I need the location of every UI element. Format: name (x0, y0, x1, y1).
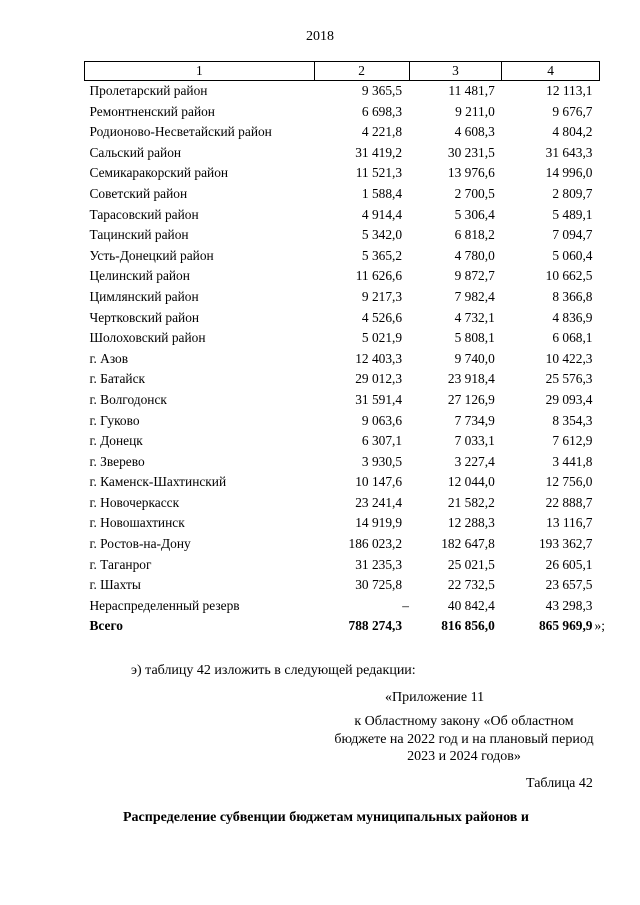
value-col4: 6 068,1 (552, 330, 593, 346)
value-col3: 40 842,4 (447, 597, 495, 613)
table-row (85, 513, 600, 534)
value-col4: 4 804,2 (552, 124, 593, 140)
value-col2: 3 930,5 (361, 453, 403, 469)
value-col3: 11 481,7 (448, 83, 495, 98)
table-row (85, 596, 600, 617)
value-col2: 5 021,9 (361, 330, 403, 346)
district-name: Чертковский район (89, 309, 200, 325)
value-col4: 10 422,3 (545, 350, 593, 366)
value-col2: – (402, 597, 409, 613)
table-row (85, 493, 600, 514)
district-name: г. Донецк (89, 433, 143, 449)
value-col2: 6 307,1 (361, 433, 403, 449)
column-header: 4 (502, 62, 600, 81)
appendix-title: «Приложение 11 (385, 690, 485, 705)
table-row (85, 266, 600, 287)
district-name: Цимлянский район (89, 288, 199, 304)
total-label: Всего (89, 618, 123, 634)
district-name: г. Каменск-Шахтинский (89, 474, 227, 490)
district-name: г. Азов (89, 350, 129, 366)
table-row (85, 102, 600, 123)
value-col2: 11 521,3 (355, 165, 403, 181)
district-name: Семикаракорский район (89, 165, 229, 181)
value-col3: 30 231,5 (447, 144, 495, 160)
table-row (85, 452, 600, 473)
table-row (85, 122, 600, 143)
value-col4: 3 441,8 (552, 453, 593, 469)
value-col3: 12 044,0 (447, 474, 495, 490)
value-col2: 6 698,3 (361, 103, 403, 119)
value-col4: 22 888,7 (545, 494, 593, 510)
table-header-row (85, 62, 600, 81)
value-col3: 5 808,1 (454, 330, 495, 346)
total-col4-value: 865 969,9 (538, 618, 593, 634)
value-col4: 7 094,7 (552, 227, 593, 243)
value-col3: 3 227,4 (454, 453, 495, 469)
closing-quote: »; (594, 618, 605, 634)
district-name: Нераспределенный резерв (89, 597, 240, 613)
total-row (85, 616, 600, 637)
value-col4: 26 605,1 (545, 556, 593, 572)
value-col4: 4 836,9 (552, 309, 593, 325)
value-col2: 9 063,6 (361, 412, 403, 428)
value-col3: 23 918,4 (447, 371, 495, 387)
table-row (85, 225, 600, 246)
district-name: г. Зверево (89, 453, 145, 469)
value-col3: 9 872,7 (454, 268, 495, 284)
table-row (85, 246, 600, 267)
value-col3: 5 306,4 (454, 206, 495, 222)
district-name: г. Таганрог (89, 556, 152, 572)
value-col3: 4 608,3 (454, 124, 495, 140)
table-label: Таблица 42 (526, 776, 593, 791)
value-col4: 23 657,5 (545, 577, 593, 593)
value-col3: 25 021,5 (447, 556, 495, 572)
table-row (85, 308, 600, 329)
value-col3: 13 976,6 (447, 165, 495, 181)
district-name: Тацинский район (89, 227, 189, 243)
table-row (85, 390, 600, 411)
value-col4: 43 298,3 (545, 597, 593, 613)
table-row (85, 411, 600, 432)
value-col4: 14 996,0 (545, 165, 593, 181)
value-col3: 4 780,0 (454, 247, 495, 263)
total-col4 (502, 616, 605, 637)
district-name: Тарасовский район (89, 206, 199, 222)
district-name: г. Новочеркасск (89, 494, 180, 510)
district-name: г. Новошахтинск (89, 515, 185, 531)
value-col4: 9 676,7 (552, 103, 593, 119)
value-col4: 5 489,1 (552, 206, 593, 222)
value-col4: 12 113,1 (546, 83, 593, 98)
value-col3: 12 288,3 (447, 515, 495, 531)
value-col2: 23 241,4 (355, 494, 403, 510)
value-col2: 10 147,6 (355, 474, 403, 490)
value-col2: 5 342,0 (361, 227, 403, 243)
value-col4: 13 116,7 (546, 515, 593, 531)
value-col3: 22 732,5 (447, 577, 495, 593)
value-col4: 8 366,8 (552, 288, 593, 304)
table-row (85, 555, 600, 576)
value-col4: 31 643,3 (545, 144, 593, 160)
table-row (85, 349, 600, 370)
value-col4: 29 093,4 (545, 391, 593, 407)
total-col2: 788 274,3 (348, 618, 403, 634)
table-row (85, 205, 600, 226)
table-row (85, 472, 600, 493)
value-col2: 31 235,3 (355, 556, 403, 572)
value-col2: 14 919,9 (355, 515, 403, 531)
value-col2: 12 403,3 (355, 350, 403, 366)
value-col4: 2 809,7 (552, 185, 593, 201)
table-row (85, 575, 600, 596)
district-name: Сальский район (89, 144, 182, 160)
district-name: г. Батайск (89, 371, 146, 387)
law-reference: к Областному закону «Об областном бюджете на 2022 год и на плановый период 2023 и 2024 годов» (334, 714, 594, 764)
value-col2: 31 591,4 (355, 391, 403, 407)
column-header: 1 (85, 62, 315, 81)
column-header: 2 (314, 62, 409, 81)
value-col3: 4 732,1 (454, 309, 495, 325)
value-col2: 186 023,2 (348, 536, 403, 552)
value-col2: 9 217,3 (361, 288, 403, 304)
value-col2: 11 626,6 (355, 268, 403, 284)
value-col2: 9 365,5 (361, 83, 403, 98)
district-name: Пролетарский район (89, 83, 208, 98)
table-row (85, 184, 600, 205)
value-col4: 25 576,3 (545, 371, 593, 387)
district-name: Ремонтненский район (89, 103, 215, 119)
value-col4: 10 662,5 (545, 268, 593, 284)
value-col4: 12 756,0 (545, 474, 593, 490)
value-col2: 4 914,4 (361, 206, 403, 222)
district-name: Родионово-Несветайский район (89, 124, 272, 140)
table-row (85, 431, 600, 452)
value-col4: 8 354,3 (552, 412, 593, 428)
district-name: г. Гуково (89, 412, 140, 428)
value-col2: 30 725,8 (355, 577, 403, 593)
value-col2: 4 526,6 (361, 309, 403, 325)
value-col3: 27 126,9 (447, 391, 495, 407)
value-col3: 21 582,2 (447, 494, 495, 510)
table-row (85, 81, 600, 102)
amendment-instruction: э) таблицу 42 изложить в следующей редакции: (131, 663, 416, 678)
value-col2: 5 365,2 (361, 247, 403, 263)
table-row (85, 287, 600, 308)
value-col4: 5 060,4 (552, 247, 593, 263)
budget-table (84, 61, 605, 637)
value-col3: 7 982,4 (454, 288, 495, 304)
table-row (85, 369, 600, 390)
section-heading: Распределение субвенции бюджетам муниципальных районов и (123, 810, 529, 825)
value-col3: 2 700,5 (454, 185, 495, 201)
value-col3: 7 734,9 (454, 412, 495, 428)
district-name: Усть-Донецкий район (89, 247, 214, 263)
value-col3: 6 818,2 (454, 227, 495, 243)
value-col2: 4 221,8 (361, 124, 403, 140)
table-row (85, 163, 600, 184)
table-row (85, 534, 600, 555)
district-name: Советский район (89, 185, 188, 201)
table-row (85, 328, 600, 349)
district-name: Целинский район (89, 268, 190, 284)
value-col3: 182 647,8 (441, 536, 495, 552)
value-col3: 9 211,0 (455, 103, 495, 119)
value-col2: 29 012,3 (355, 371, 403, 387)
total-col3: 816 856,0 (441, 618, 495, 634)
value-col4: 193 362,7 (538, 536, 593, 552)
column-header: 3 (409, 62, 502, 81)
district-name: г. Шахты (89, 577, 141, 593)
table-row (85, 143, 600, 164)
value-col2: 31 419,2 (355, 144, 403, 160)
value-col2: 1 588,4 (361, 185, 403, 201)
value-col4: 7 612,9 (552, 433, 593, 449)
page-number: 2018 (306, 29, 334, 44)
district-name: г. Волгодонск (89, 391, 167, 407)
district-name: г. Ростов-на-Дону (89, 536, 191, 552)
value-col3: 7 033,1 (454, 433, 495, 449)
value-col3: 9 740,0 (454, 350, 495, 366)
district-name: Шолоховский район (89, 330, 206, 346)
